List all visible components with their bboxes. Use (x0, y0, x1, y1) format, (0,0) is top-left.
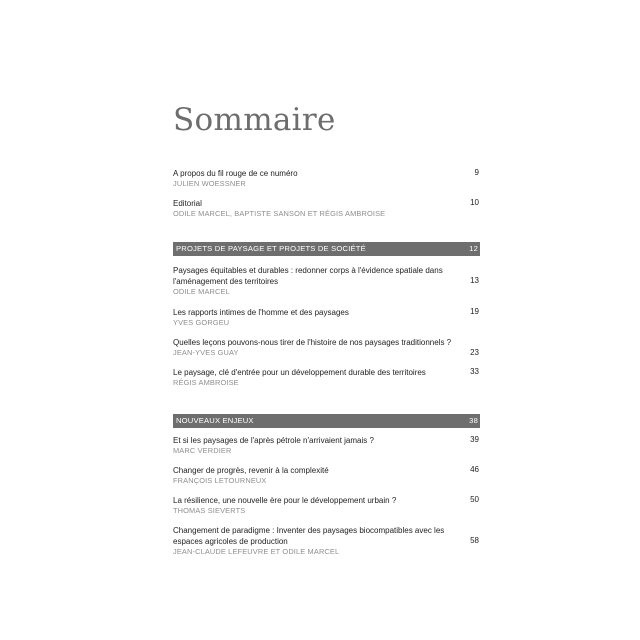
toc-entry (173, 367, 480, 388)
toc-entry (173, 337, 480, 358)
entry-page: 50 (470, 495, 479, 504)
entry-title: Quelles leçons pouvons-nous tirer de l'histoire de nos paysages traditionnels ? (173, 338, 452, 347)
entry-page: 19 (470, 307, 479, 316)
toc-entry (173, 435, 480, 456)
entry-page: 10 (470, 198, 479, 207)
entry-title: Et si les paysages de l'après pétrole n'arrivaient jamais ? (173, 436, 374, 445)
entry-author: MARC VERDIER (173, 446, 232, 455)
toc-content (173, 168, 480, 557)
entry-author: ODILE MARCEL (173, 287, 230, 296)
entry-author: THOMAS SIEVERTS (173, 506, 246, 515)
entry-author: JEAN-CLAUDE LEFEUVRE ET ODILE MARCEL (173, 547, 340, 556)
entry-title: Le paysage, clé d'entrée pour un développement durable des territoires (173, 368, 426, 377)
entry-author: ODILE MARCEL, BAPTISTE SANSON ET RÉGIS AMBROISE (173, 209, 386, 218)
toc-entry (173, 495, 480, 516)
entry-title: Changement de paradigme : Inventer des paysages biocompatibles avec les espaces agricoles de production (173, 526, 445, 546)
entry-title: Changer de progrès, revenir à la complexité (173, 466, 329, 475)
entry-author: JEAN-YVES GUAY (173, 348, 239, 357)
section-label: NOUVEAUX ENJEUX (176, 416, 254, 425)
entry-page: 23 (470, 348, 479, 357)
section-header (173, 414, 480, 428)
entry-author: JULIEN WOESSNER (173, 179, 246, 188)
entry-author: RÉGIS AMBROISE (173, 378, 239, 387)
toc-entry (173, 168, 480, 189)
page-title: Sommaire (173, 102, 336, 138)
entry-title: A propos du fil rouge de ce numéro (173, 169, 298, 178)
toc-entry (173, 465, 480, 486)
section-label: PROJETS DE PAYSAGE ET PROJETS DE SOCIÉTÉ (176, 244, 366, 253)
entry-title: Les rapports intimes de l'homme et des paysages (173, 308, 349, 317)
entry-page: 33 (470, 367, 479, 376)
entry-title: Paysages équitables et durables : redonner corps à l'évidence spatiale dans l'aménagement des territoires (173, 266, 443, 286)
section-page: 12 (469, 244, 478, 253)
toc-entry (173, 198, 480, 219)
entry-author: YVES GORGEU (173, 318, 230, 327)
section-page: 38 (469, 416, 478, 425)
section-header (173, 242, 480, 256)
entry-page: 46 (470, 465, 479, 474)
entry-page: 13 (470, 276, 479, 285)
entry-author: FRANÇOIS LETOURNEUX (173, 476, 267, 485)
entry-page: 58 (470, 536, 479, 545)
entry-page: 9 (474, 168, 479, 177)
entry-title: Editorial (173, 199, 202, 208)
toc-entry (173, 307, 480, 328)
entry-title: La résilience, une nouvelle ère pour le développement urbain ? (173, 496, 397, 505)
entry-page: 39 (470, 435, 479, 444)
toc-entry (173, 265, 480, 297)
toc-entry (173, 525, 480, 557)
